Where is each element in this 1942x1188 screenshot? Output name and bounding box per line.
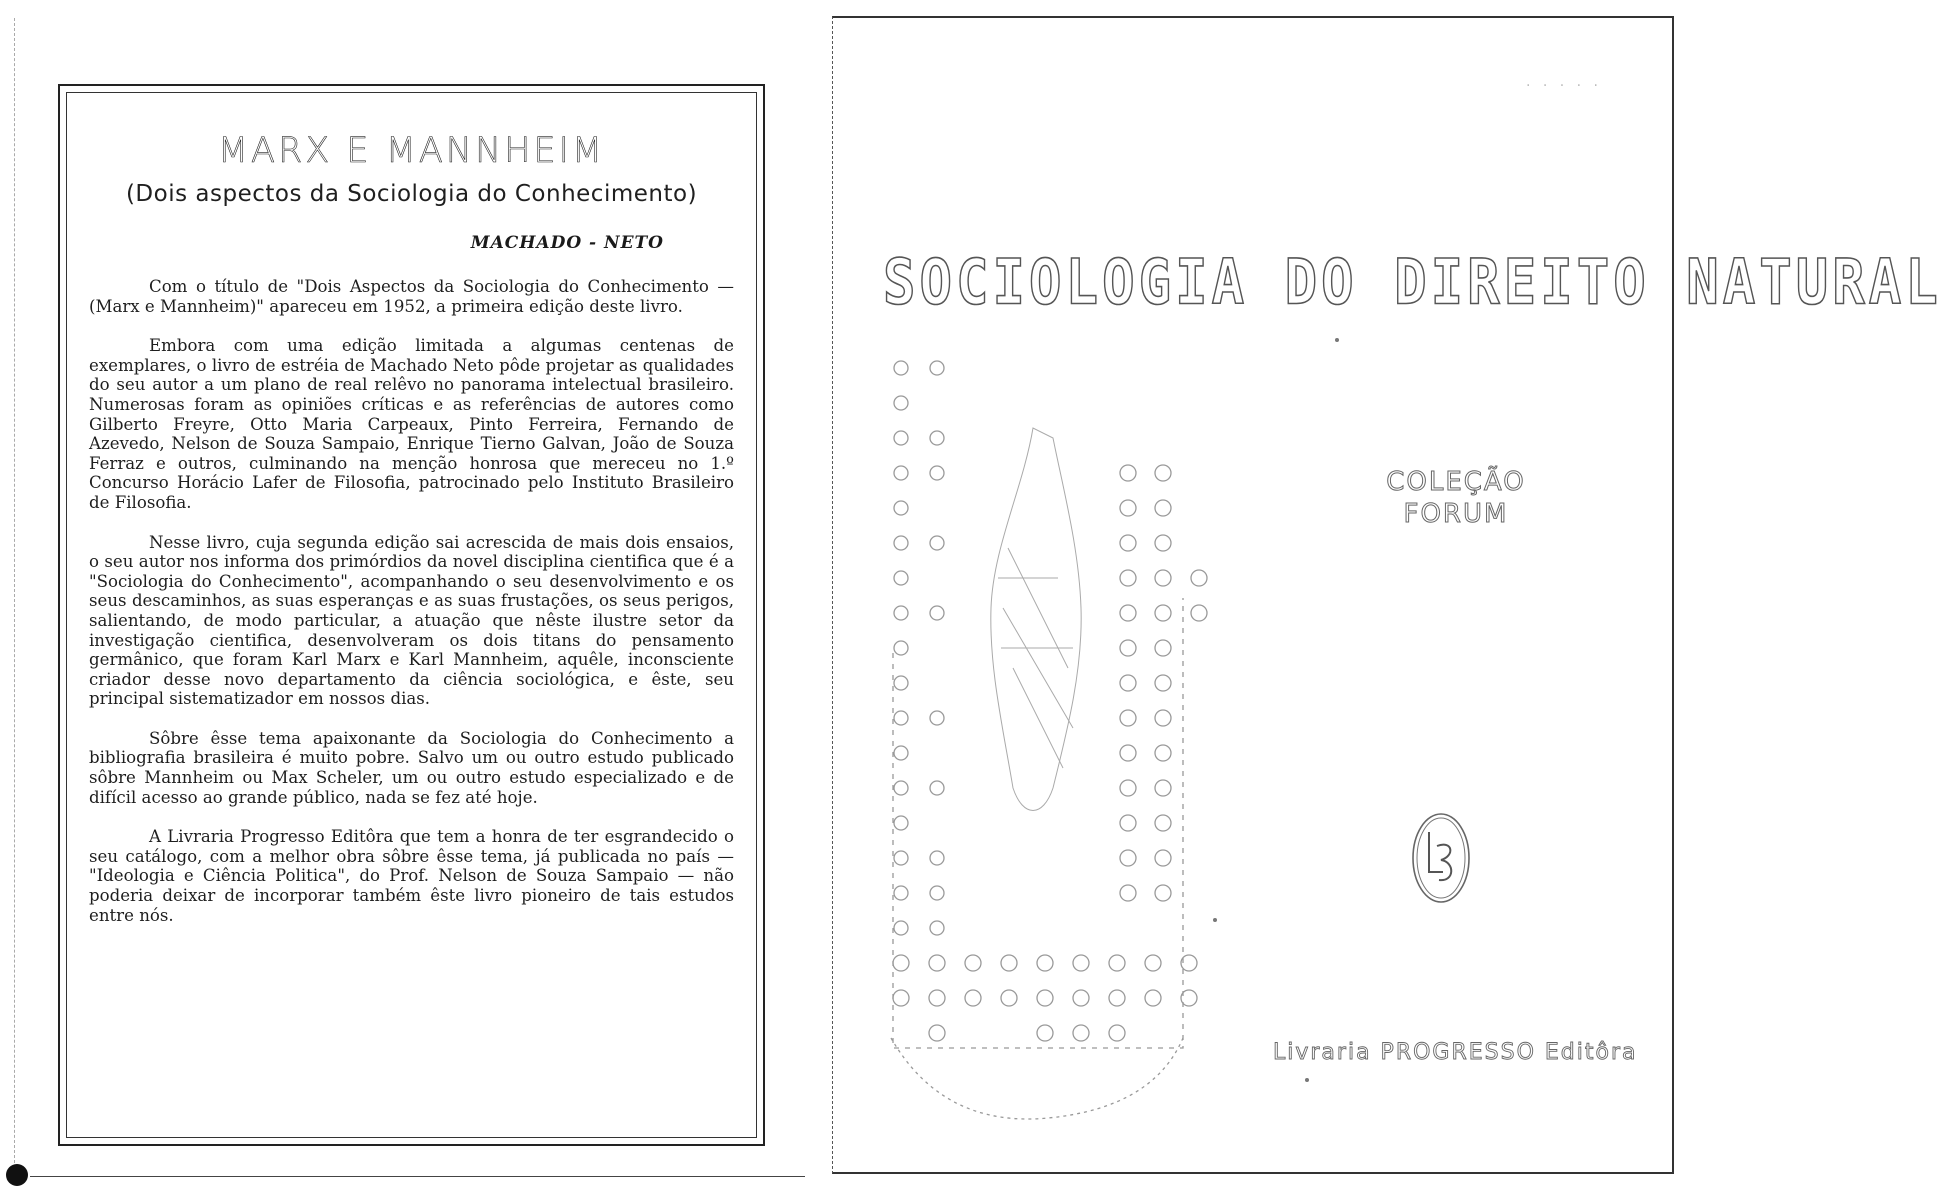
collection-line-1: COLEÇÃO xyxy=(1386,467,1526,497)
book-title: MARX E MANNHEIM xyxy=(217,131,606,171)
publisher-logo-icon xyxy=(1409,810,1473,906)
book-author: MACHADO - NETO xyxy=(470,233,664,253)
dot-grid-svg xyxy=(883,348,1213,1128)
book-subtitle: (Dois aspectos da Sociologia do Conhecimento) xyxy=(125,181,698,207)
collection-line-2: FORUM xyxy=(1403,499,1509,529)
bottom-rule xyxy=(30,1176,805,1177)
collection-label xyxy=(1371,466,1541,530)
cover-page xyxy=(832,16,1942,1174)
speck xyxy=(1305,1078,1309,1082)
flap-paragraph: A Livraria Progresso Editôra que tem a honra de ter esgrandecido o seu catálogo, com a melhor obra sôbre êsse tema, já publicada no país — "Ideologia e Ciência Politica", do Prof. Nelson de Souza Sampaio — não poderia deixar de incorporar também êste livro pioneiro de tais estudos entre nós. xyxy=(89,827,734,925)
flap-body xyxy=(89,277,734,925)
cover-title: SOCIOLOGIA DO DIREITO NATURAL xyxy=(883,246,1942,319)
speck xyxy=(1213,918,1217,922)
publisher-name: Livraria PROGRESSO Editôra xyxy=(1273,1040,1638,1065)
dot-grid-illustration xyxy=(883,348,1213,1128)
publisher-logo-svg xyxy=(1409,810,1473,906)
flap-paragraph: Nesse livro, cuja segunda edição sai acrescida de mais dois ensaios, o seu autor nos informa dos primórdios da novel disciplina cientifica que é a "Sociologia do Conhecimento", acompanhando o seu desenvolvimento e os seus descaminhos, as suas esperanças e as suas frustações, os seus perigos, salientando, de modo particular, a atuação que nêste ilustre setor da investigação cientifica, desenvolveram os dois titans do pensamento germânico, que foram Karl Marx e Karl Mannheim, aquêle, inconsciente criador desse novo departamento da ciência sociológica, e êste, seu principal sistematizador em nossos dias. xyxy=(89,532,734,709)
flap-frame xyxy=(58,84,765,1146)
hole-punch-dot xyxy=(6,1164,28,1186)
left-flap-page xyxy=(0,0,810,1188)
flap-paragraph: Com o título de "Dois Aspectos da Sociologia do Conhecimento — (Marx e Mannheim)" apareceu em 1952, a primeira edição deste livro. xyxy=(89,277,734,316)
speck xyxy=(1335,338,1339,342)
flap-inner-frame xyxy=(66,92,757,1138)
cover-stamp: · · · · · xyxy=(1525,78,1602,94)
flap-paragraph: Sôbre êsse tema apaixonante da Sociologia do Conhecimento a bibliografia brasileira é muito pobre. Salvo um ou outro estudo publicado sôbre Mannheim ou Max Scheler, um ou outro estudo especializado e de difícil acesso ao grande público, nada se fez até hoje. xyxy=(89,728,734,807)
page-edge-line xyxy=(14,18,15,1178)
flap-paragraph: Embora com uma edição limitada a algumas centenas de exemplares, o livro de estréia de Machado Neto pôde projetar as qualidades do seu autor a um plano de real relêvo no panorama intelectual brasileiro. Numerosas foram as opiniões críticas e as referências de autores como Gilberto Freyre, Otto Maria Carpeaux, Pinto Ferreira, Fernando de Azevedo, Nelson de Souza Sampaio, Enrique Tierno Galvan, João de Souza Ferraz e outros, culminando na menção honrosa que mereceu no 1.º Concurso Horácio Lafer de Filosofia, patrocinado pelo Instituto Brasileiro de Filosofia. xyxy=(89,336,734,512)
